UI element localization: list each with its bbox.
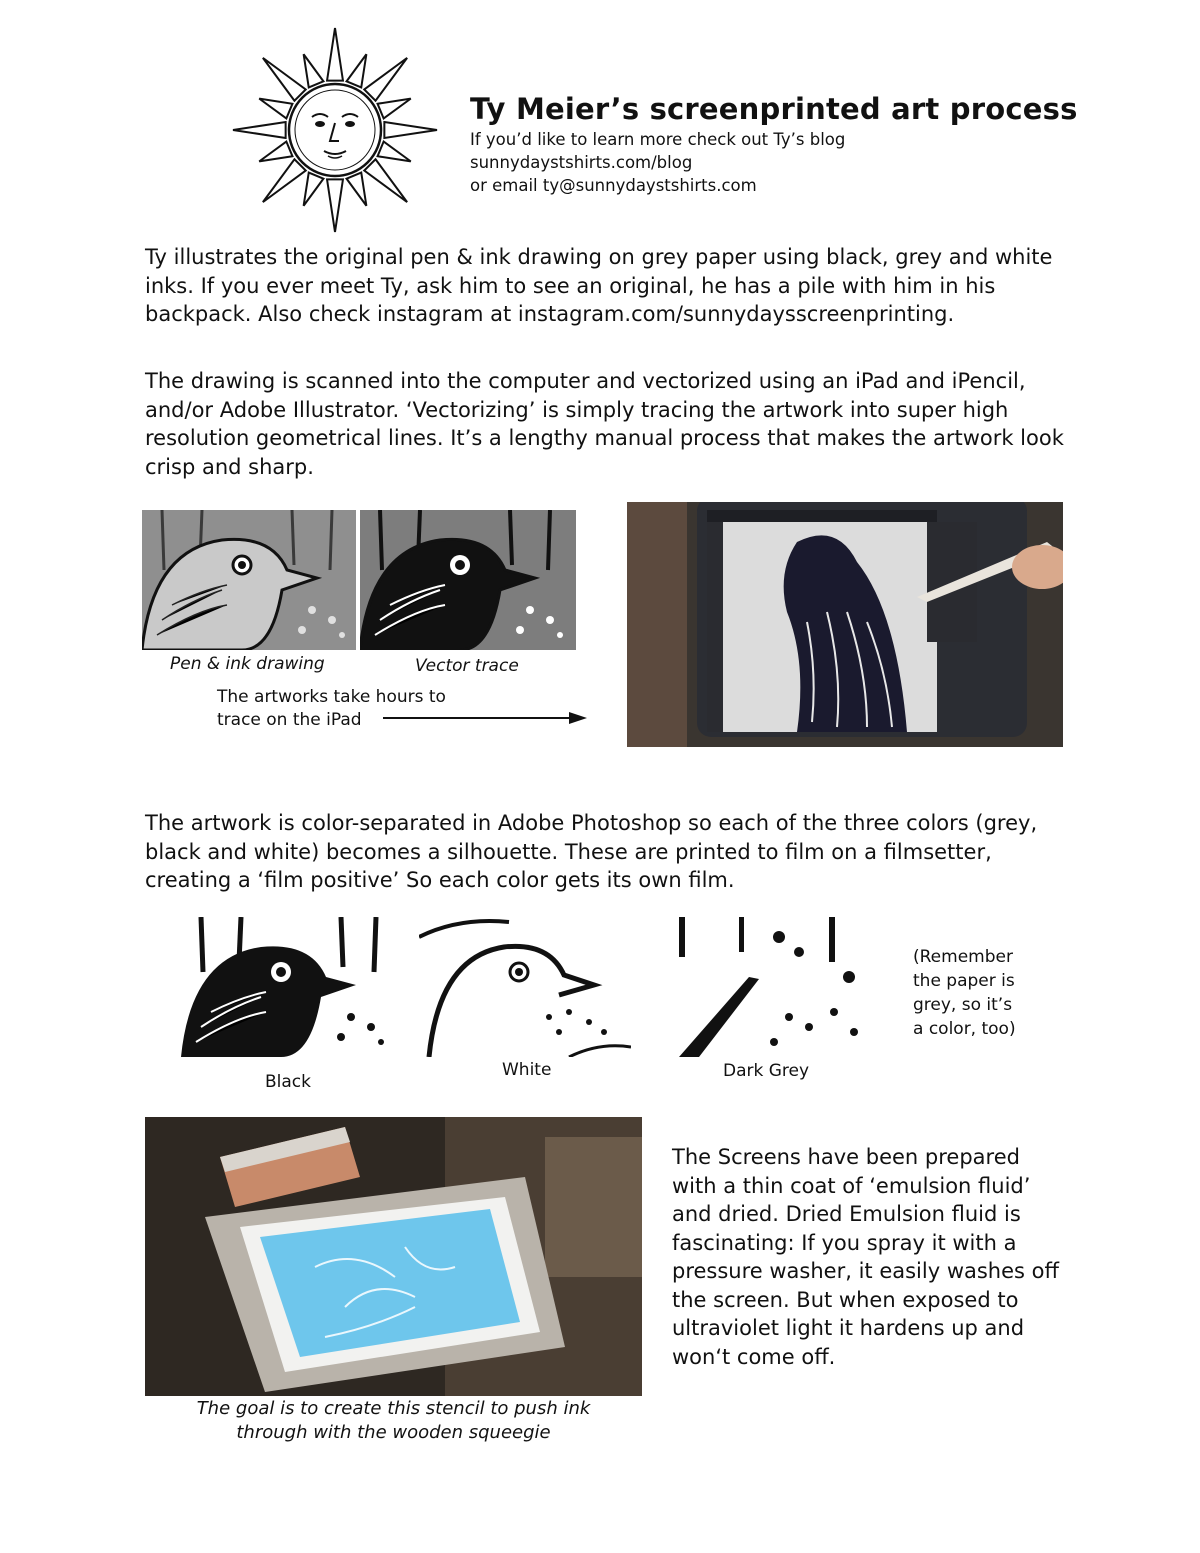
paragraph-vectorizing: The drawing is scanned into the computer and vectorized using an iPad and iPencil, and/or Adobe Illustrator. ‘Vectorizing’ is simply tracing the artwork into super high resolution geometrical lines. It’s a lengthy manual process that makes the artwork look crisp and sharp. [145,369,1064,479]
white-label: White [502,1060,552,1080]
remember-note-line2: the paper is [913,971,1015,991]
remember-note-line4: a color, too) [913,1019,1016,1039]
sun-logo [230,25,440,235]
sun-ray [384,122,437,138]
sun-ray [378,99,411,119]
sun-ray [347,173,367,206]
sun-ray [263,159,306,202]
sun-ray [259,142,292,162]
stencil-caption-line2: through with the wooden squeegie [236,1422,551,1443]
sun-ray [378,142,411,162]
sun-ray [327,179,343,232]
paragraph-color-separation: The artwork is color-separated in Adobe Photoshop so each of the three colors (grey, black and white) becomes a silhouette. These are printed to film on a filmsetter, creating a ‘film positive’ So each color gets its own film. [145,811,1038,892]
pen-ink-caption: Pen & ink drawing [170,654,325,674]
pen-ink-drawing-image [142,510,356,650]
sun-ray [304,54,324,87]
ipad-note-line2: trace on the iPad [217,710,362,730]
blog-url[interactable]: sunnydaystshirts.com/blog [470,153,693,172]
white-separation-image [419,917,631,1057]
ipad-tracing-photo [627,502,1063,747]
sun-ray [233,122,286,138]
sun-ray [364,159,407,202]
black-separation-image [181,917,395,1057]
sun-ray [327,28,343,81]
blog-intro-line: If you’d like to learn more check out Ty’s blog [470,130,846,149]
dark-grey-label: Dark Grey [723,1061,810,1081]
contact-email[interactable]: or email ty@sunnydaystshirts.com [470,176,757,195]
black-label: Black [265,1072,311,1092]
vector-trace-image [360,510,576,650]
page-title: Ty Meier’s screenprinted art process [470,92,1078,126]
paragraph-emulsion: The Screens have been prepared with a thin coat of ‘emulsion fluid’ and dried. Dried Emulsion fluid is fascinating: If you spray it with a pressure washer, it easily washes off the screen. But when exposed to ultraviolet light it hardens up and won‘t come off. [672,1145,1059,1369]
sun-ray [347,54,367,87]
screen-stencil-photo [145,1117,642,1396]
remember-note-line1: (Remember [913,947,1013,967]
dark-grey-separation-image [659,917,872,1057]
remember-note-line3: grey, so it’s [913,995,1013,1015]
sun-ray [259,99,292,119]
sun-ray [364,58,407,101]
sun-ray [304,173,324,206]
stencil-caption-line1: The goal is to create this stencil to push ink [196,1398,591,1419]
arrow-right-icon [383,710,588,726]
vector-trace-caption: Vector trace [415,656,519,676]
ipad-note-line1: The artworks take hours to [217,687,446,707]
sun-ray [263,58,306,101]
paragraph-original-drawing: Ty illustrates the original pen & ink drawing on grey paper using black, grey and white inks. If you ever meet Ty, ask him to see an original, he has a pile with him in his backpack. Also check instagram at instagram.com/sunnydaysscreenprinting. [145,245,1053,326]
